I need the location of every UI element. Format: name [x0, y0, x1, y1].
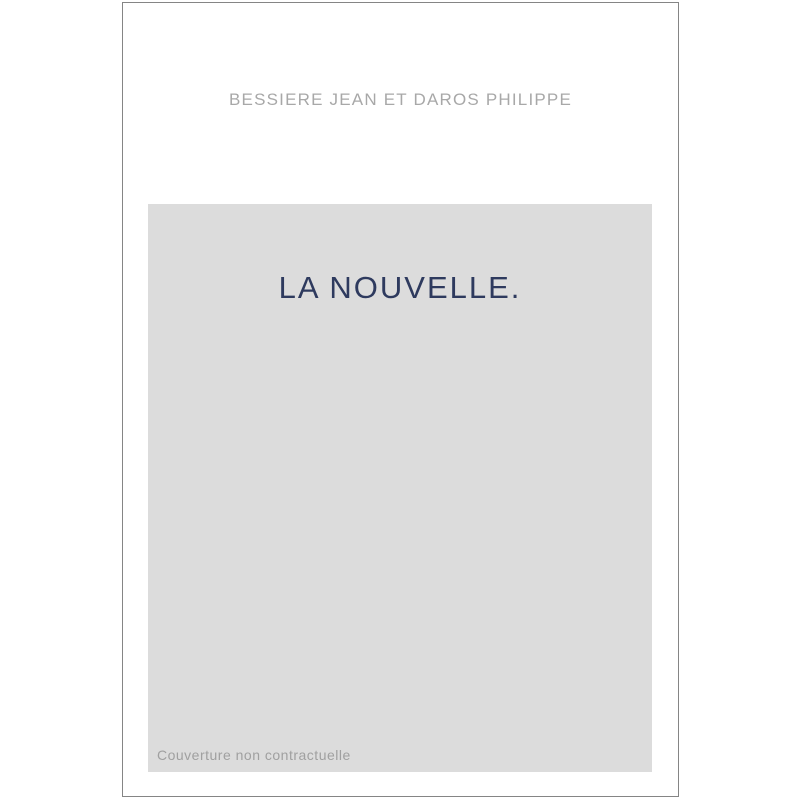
book-title: LA NOUVELLE.	[278, 270, 522, 305]
cover-disclaimer: Couverture non contractuelle	[157, 747, 351, 763]
cover-page	[122, 2, 679, 797]
title-panel	[148, 204, 652, 772]
author-name: BESSIERE JEAN ET DAROS PHILIPPE	[229, 90, 572, 109]
